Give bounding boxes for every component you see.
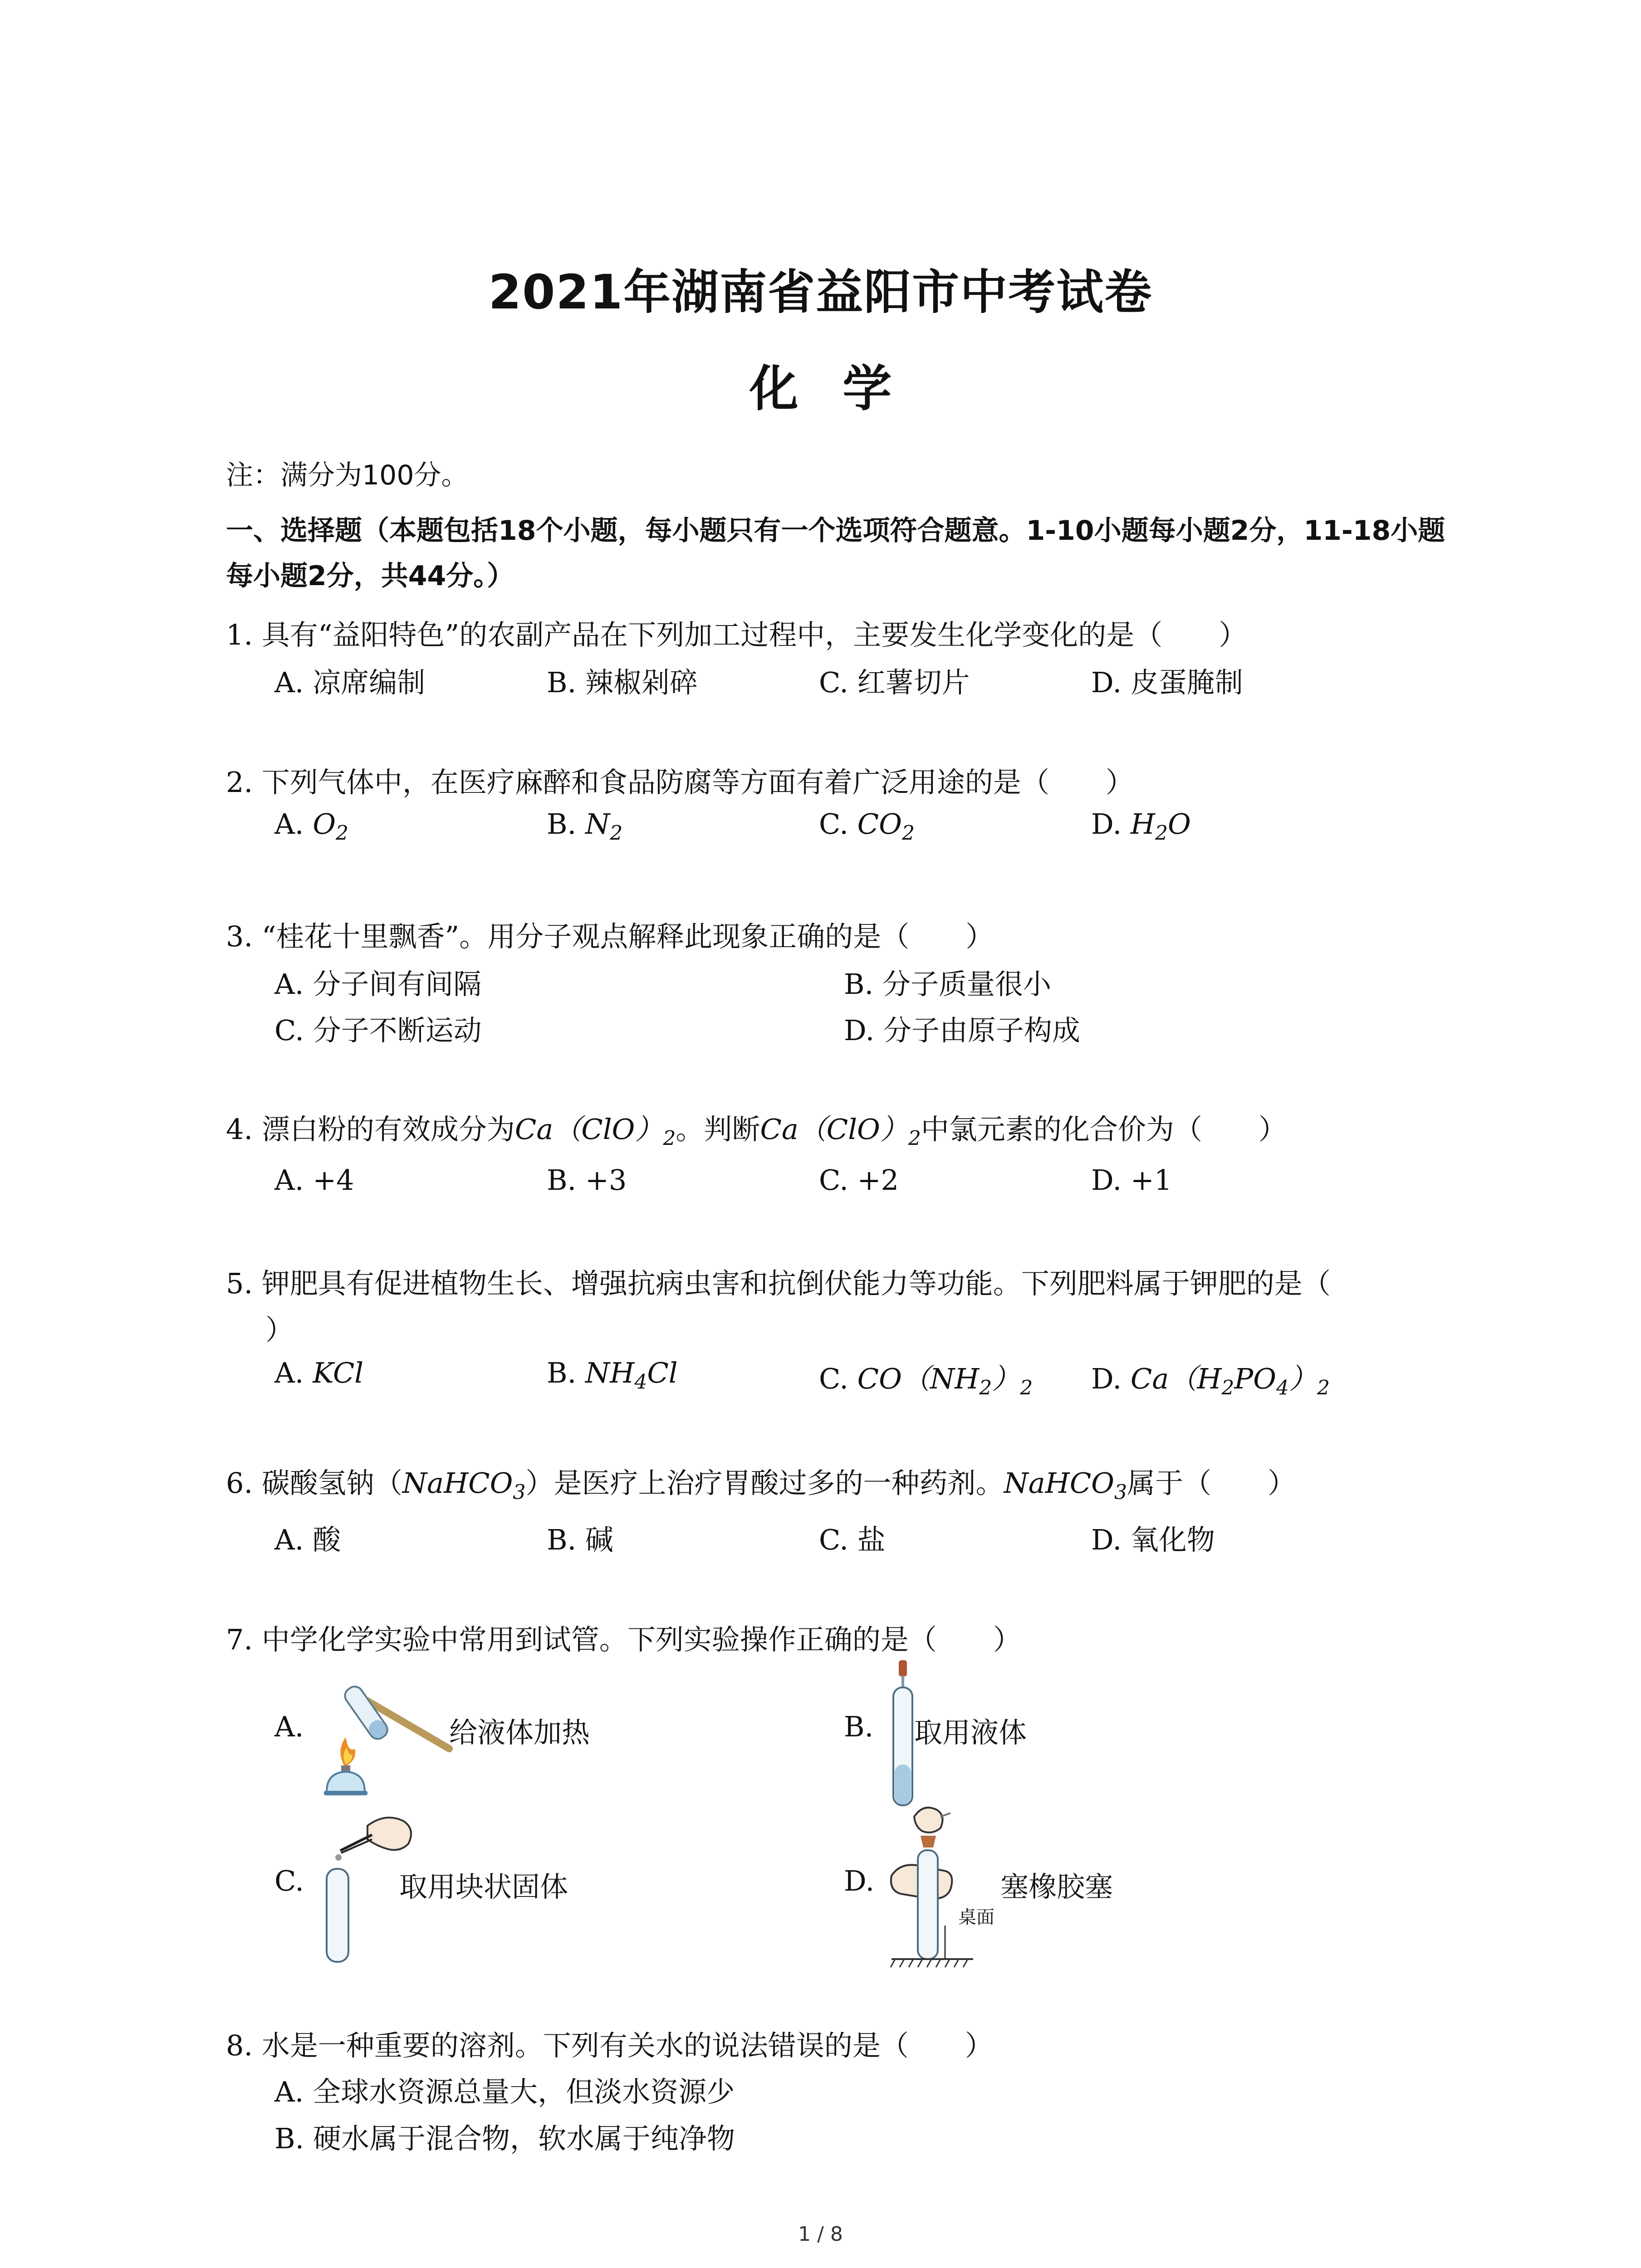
score-note: 注：满分为100分。: [226, 459, 469, 491]
question-6-option-a: A. 酸: [274, 1523, 341, 1556]
question-4-option-b: B. +3: [547, 1163, 627, 1197]
table-surface-label: 桌面: [958, 1907, 994, 1928]
question-7-stem: 7. 中学化学实验中常用到试管。下列实验操作正确的是（ ）: [226, 1623, 1021, 1656]
question-4-option-d: D. +1: [1091, 1163, 1172, 1197]
question-5-option-d: D. $Ca(H_2PO_4)_2$: [1091, 1362, 1330, 1400]
question-5-stem-end: ）: [265, 1313, 294, 1346]
question-5-option-a: A. KCl: [274, 1356, 364, 1389]
question-1-option-c: C. 红薯切片: [819, 666, 970, 699]
subject-title: 化 学: [749, 361, 892, 417]
exam-title: 2021年湖南省益阳市中考试卷: [488, 264, 1153, 320]
question-6-option-d: D. 氧化物: [1091, 1523, 1215, 1556]
question-5-option-b: B. $NH_4Cl$: [547, 1356, 678, 1394]
section-heading: 一、选择题（本题包括18个小题，每小题只有一个选项符合题意。1-10小题每小题2分，11-18小题每小题2分，共44分。）: [226, 515, 1445, 592]
question-3-option-b: B. 分子质量很小: [844, 968, 1051, 1001]
question-7-option-c-caption: 取用块状固体: [399, 1870, 568, 1903]
question-5-stem: 5. 钾肥具有促进植物生长、增强抗病虫害和抗倒伏能力等功能。下列肥料属于钾肥的是（: [226, 1267, 1331, 1300]
question-1-option-d: D. 皮蛋腌制: [1091, 666, 1243, 699]
question-4-option-a: A. +4: [274, 1163, 354, 1197]
question-6-stem: 6. 碳酸氢钠（NaHCO$_3$）是医疗上治疗胃酸过多的一种药剂。NaHCO$_3$属于（ ）: [226, 1466, 1296, 1504]
question-7-option-d: D.: [844, 1864, 875, 1897]
page-number: 1 / 8: [798, 2223, 843, 2246]
question-7-option-a: A.: [274, 1710, 304, 1743]
question-5-option-c: C. $CO(NH_2)_2$: [819, 1362, 1033, 1400]
question-6-option-b: B. 碱: [547, 1523, 613, 1556]
question-7-option-b-caption: 取用液体: [914, 1716, 1027, 1749]
question-8-option-a: A. 全球水资源总量大，但淡水资源少: [274, 2075, 735, 2108]
question-2-option-a: A. $O_2$: [274, 807, 349, 845]
question-1-stem: 1. 具有“益阳特色”的农副产品在下列加工过程中，主要发生化学变化的是（ ）: [226, 618, 1247, 651]
question-3-option-c: C. 分子不断运动: [274, 1014, 482, 1047]
question-3-option-a: A. 分子间有间隔: [274, 968, 482, 1001]
question-4-stem: 4. 漂白粉的有效成分为$Ca(ClO)_2$。判断$Ca(ClO)_2$中氯元素的化合价为（ ）: [226, 1113, 1287, 1150]
question-2-option-b: B. $N_2$: [547, 807, 623, 845]
question-2-option-c: C. $CO_2$: [819, 807, 915, 845]
question-2-stem: 2. 下列气体中，在医疗麻醉和食品防腐等方面有着广泛用途的是（ ）: [226, 766, 1134, 799]
question-2-option-d: D. $H_2O$: [1091, 807, 1191, 845]
question-6-option-c: C. 盐: [819, 1523, 886, 1556]
question-7-option-d-caption: 塞橡胶塞: [1000, 1870, 1113, 1903]
question-8-option-b: B. 硬水属于混合物，软水属于纯净物: [274, 2122, 735, 2155]
heating-liquid-figure: [313, 1669, 458, 1805]
question-7-option-c: C.: [274, 1864, 304, 1897]
question-3-option-d: D. 分子由原子构成: [844, 1014, 1080, 1047]
question-4-option-c: C. +2: [819, 1163, 899, 1197]
question-8-stem: 8. 水是一种重要的溶剂。下列有关水的说法错误的是（ ）: [226, 2029, 993, 2062]
question-3-stem: 3. “桂花十里飘香”。用分子观点解释此现象正确的是（ ）: [226, 920, 994, 953]
inserting-stopper-figure: [882, 1803, 982, 1975]
question-7-option-b: B.: [844, 1710, 874, 1743]
question-1-option-b: B. 辣椒剁碎: [547, 666, 698, 699]
question-7-option-a-caption: 给液体加热: [449, 1716, 590, 1749]
question-1-option-a: A. 凉席编制: [274, 666, 426, 699]
